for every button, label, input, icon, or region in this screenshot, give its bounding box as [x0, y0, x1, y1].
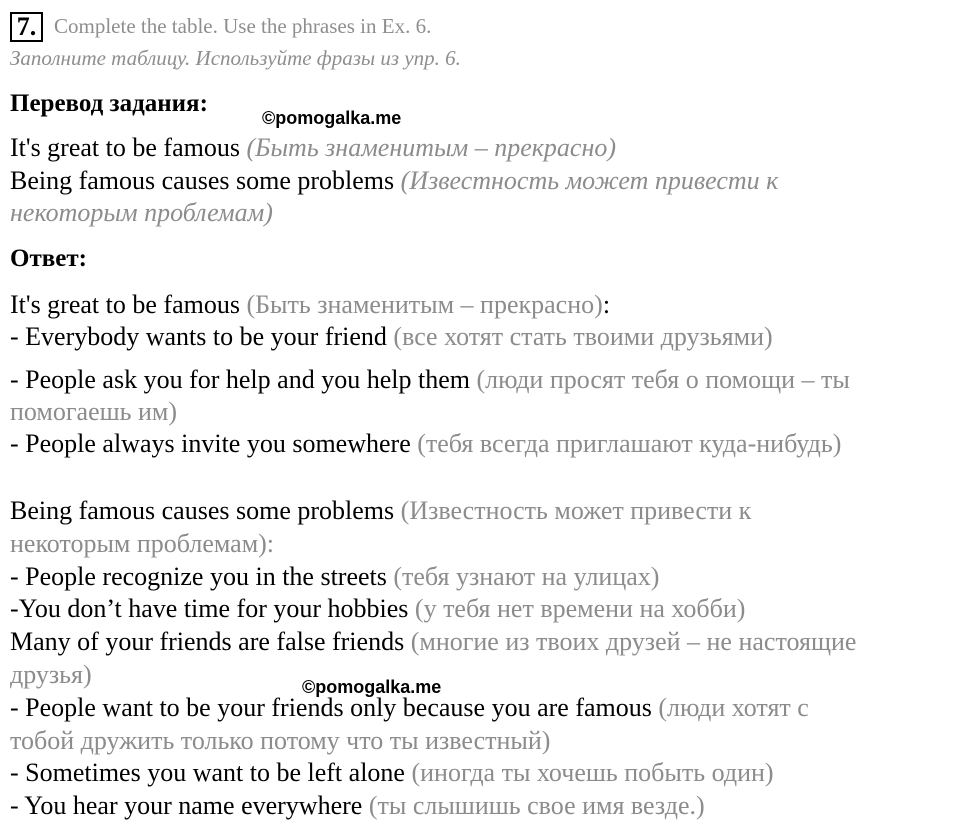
section2-item-4-ru-cont: тобой дружить только потому что ты известный): [10, 726, 551, 755]
watermark-top: ©pomogalka.me: [262, 108, 402, 128]
section1-item-2: [10, 365, 850, 395]
section2-item-5-en: - Sometimes you want to be left alone: [10, 758, 405, 787]
translation-line-2-ru-cont: некоторым проблемам): [10, 198, 273, 227]
section2-item-1-en: - People recognize you in the streets: [10, 562, 387, 591]
answer-heading: Ответ:: [10, 245, 87, 272]
section2-item-5: [10, 758, 774, 788]
translation-line-1-en: It's great to be famous: [10, 133, 240, 162]
section2-item-2-ru: (у тебя нет времени на хобби): [414, 594, 746, 623]
translation-line-1-ru: (Быть знаменитым – прекрасно): [246, 133, 617, 162]
translation-line-2: [10, 166, 778, 196]
section1-item-3-en: - People always invite you somewhere: [10, 429, 411, 458]
section2-item-6-ru: (ты слышишь свое имя везде.): [368, 791, 705, 820]
section2-item-2-en: -You don’t have time for your hobbies: [10, 594, 409, 623]
section2-item-4: [10, 693, 809, 723]
section1-item-2-ru-cont: помогаешь им): [10, 397, 178, 426]
section2-title-ru-cont: некоторым проблемам):: [10, 529, 275, 558]
section1-title-ru: (Быть знаменитым – прекрасно): [246, 290, 603, 319]
section2-title-en: Being famous causes some problems: [10, 496, 395, 525]
section1-item-1-ru: (все хотят стать твоими друзьями): [393, 322, 773, 351]
section2-item-1: [10, 562, 659, 592]
translation-line-1: [10, 133, 616, 163]
translation-heading: Перевод задания:: [10, 90, 208, 117]
section1-title: [10, 290, 610, 320]
translation-line-2-ru: (Известность может привести к: [400, 166, 779, 195]
section2-item-2: [10, 594, 745, 624]
section2-item-6: [10, 791, 705, 821]
task-instruction-ru: Заполните таблицу. Используйте фразы из упр. 6.: [10, 46, 461, 70]
section2-title: [10, 496, 751, 526]
section2-item-3-en: Many of your friends are false friends: [10, 627, 405, 656]
section2-item-3-ru: (многие из твоих друзей – не настоящие: [410, 627, 857, 656]
translation-line-2-en: Being famous causes some problems: [10, 166, 395, 195]
section1-item-1: [10, 322, 773, 352]
section1-item-2-ru: (люди просят тебя о помощи – ты: [476, 365, 850, 394]
section2-item-1-ru: (тебя узнают на улицах): [393, 562, 660, 591]
section1-title-en: It's great to be famous: [10, 290, 240, 319]
section1-item-2-en: - People ask you for help and you help them: [10, 365, 470, 394]
section2-item-4-ru: (люди хотят с: [658, 693, 809, 722]
section2-item-4-en: - People want to be your friends only because you are famous: [10, 693, 652, 722]
section1-title-colon: :: [602, 290, 611, 319]
section1-item-1-en: - Everybody wants to be your friend: [10, 322, 387, 351]
section2-title-ru: (Известность может привести к: [400, 496, 752, 525]
section1-item-3: [10, 429, 841, 459]
section2-item-3: [10, 627, 856, 657]
exercise-number: 7.: [10, 12, 43, 42]
section2-item-6-en: - You hear your name everywhere: [10, 791, 363, 820]
section2-item-5-ru: (иногда ты хочешь побыть один): [411, 758, 774, 787]
watermark-bottom: ©pomogalka.me: [302, 677, 442, 697]
section1-item-3-ru: (тебя всегда приглашают куда-нибудь): [417, 429, 842, 458]
task-instruction-en: Complete the table. Use the phrases in Ex. 6.: [54, 14, 432, 38]
section2-item-3-ru-cont: друзья): [10, 660, 92, 689]
